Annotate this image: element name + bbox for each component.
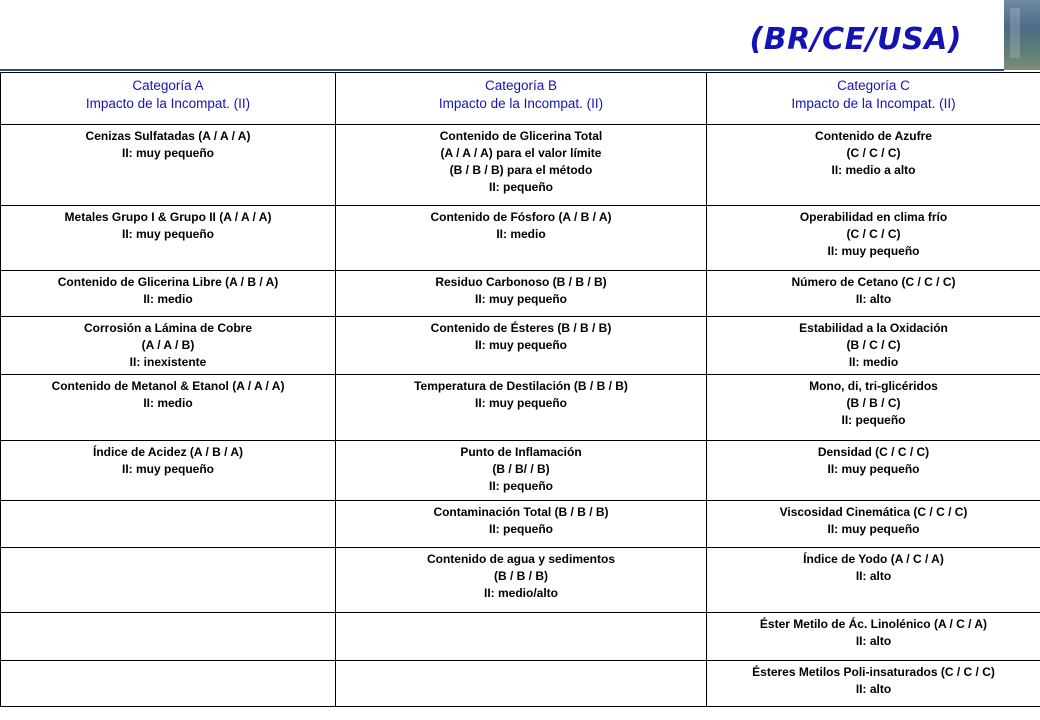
slide-title: (BR/CE/USA)	[749, 22, 962, 57]
cell-text-line: (A / A / A) para el valor límite	[440, 146, 602, 160]
table-cell-a	[1, 317, 336, 375]
table-row	[1, 375, 1040, 441]
cell-text-line: Contenido de Glicerina Total	[439, 129, 603, 143]
cell-text-line: (B / B/ / B)	[492, 462, 550, 476]
cell-text-line: Contenido de agua y sedimentos	[426, 552, 616, 566]
cell-text-line: II: muy pequeño	[474, 338, 567, 352]
column-header-a	[1, 73, 336, 125]
cell-text-line: II: medio	[143, 292, 193, 306]
cell-text-line: II: medio	[496, 227, 546, 241]
table-header-row	[1, 73, 1040, 125]
table-cell-b	[336, 661, 707, 707]
cell-text-line: (B / C / C)	[846, 338, 901, 352]
table-cell-b	[336, 271, 707, 317]
cell-text-line: Cenizas Sulfatadas (A / A / A)	[85, 129, 251, 143]
cell-text-line: Contenido de Ésteres (B / B / B)	[430, 321, 612, 335]
table-cell-b	[336, 317, 707, 375]
table-cell-c	[707, 441, 1040, 501]
table-row	[1, 661, 1040, 707]
table-cell-c	[707, 501, 1040, 548]
table-body	[1, 125, 1040, 707]
cell-text-line: Temperatura de Destilación (B / B / B)	[414, 379, 628, 393]
cell-text-line: II: pequeño	[841, 413, 906, 427]
cell-text-line: Corrosión a Lámina de Cobre	[83, 321, 253, 335]
table-row	[1, 271, 1040, 317]
cell-text-line: (C / C / C)	[846, 227, 901, 241]
table-cell-c	[707, 317, 1040, 375]
table-cell-a	[1, 271, 336, 317]
cell-text-line: Densidad (C / C / C)	[817, 445, 930, 459]
cell-text-line: II: alto	[855, 569, 892, 583]
column-header-name: Categoría C	[837, 78, 910, 93]
table-row	[1, 613, 1040, 661]
cell-text-line: Contenido de Fósforo (A / B / A)	[430, 210, 612, 224]
table-cell-a	[1, 548, 336, 613]
cell-text-line: Mono, di, tri-glicéridos	[809, 379, 938, 393]
cell-text-line: Ésteres Metilos Poli-insaturados (C / C / C)	[752, 665, 995, 679]
table-cell-a	[1, 613, 336, 661]
cell-text-line: II: medio a alto	[831, 163, 916, 177]
cell-text-line: II: muy pequeño	[474, 292, 567, 306]
slide-header	[0, 0, 1040, 72]
column-header-subtitle: Impacto de la Incompat. (II)	[85, 96, 251, 111]
cell-text-line: Operabilidad en clima frío	[799, 210, 948, 224]
cell-text-line: Éster Metilo de Ác. Linolénico (A / C / A)	[759, 617, 988, 631]
cell-text-line: (A / A / B)	[141, 338, 195, 352]
table-cell-c	[707, 661, 1040, 707]
cell-text-line: II: alto	[855, 292, 892, 306]
cell-text-line: II: medio	[143, 396, 193, 410]
cell-text-line: Estabilidad a la Oxidación	[799, 321, 948, 335]
column-header-name: Categoría B	[484, 78, 558, 93]
column-header-subtitle: Impacto de la Incompat. (II)	[438, 96, 604, 111]
table-cell-b	[336, 206, 707, 271]
cell-text-line: Número de Cetano (C / C / C)	[791, 275, 956, 289]
cell-text-line: II: muy pequeño	[121, 227, 214, 241]
table-row	[1, 441, 1040, 501]
cell-text-line: II: muy pequeño	[474, 396, 567, 410]
table-cell-a	[1, 206, 336, 271]
table-cell-a	[1, 441, 336, 501]
cell-text-line: II: medio/alto	[483, 586, 558, 600]
cell-text-line: Índice de Yodo (A / C / A)	[803, 552, 944, 566]
cell-text-line: II: pequeño	[489, 180, 553, 194]
table-cell-c	[707, 613, 1040, 661]
table-cell-c	[707, 548, 1040, 613]
table-row	[1, 501, 1040, 548]
table-cell-b	[336, 613, 707, 661]
table-cell-b	[336, 501, 707, 548]
cell-text-line: Residuo Carbonoso (B / B / B)	[435, 275, 607, 289]
table-cell-c	[707, 125, 1040, 206]
cell-text-line: (B / B / B) para el método	[449, 163, 593, 177]
column-header-subtitle: Impacto de la Incompat. (II)	[791, 96, 956, 111]
table-cell-a	[1, 375, 336, 441]
table-cell-a	[1, 661, 336, 707]
table-row	[1, 548, 1040, 613]
table-row	[1, 125, 1040, 206]
cell-text-line: Contenido de Metanol & Etanol (A / A / A)	[51, 379, 285, 393]
cell-text-line: II: muy pequeño	[121, 462, 214, 476]
table-cell-b	[336, 441, 707, 501]
header-divider	[0, 69, 1004, 71]
table-cell-a	[1, 125, 336, 206]
cell-text-line: Viscosidad Cinemática (C / C / C)	[779, 505, 968, 519]
table-cell-c	[707, 271, 1040, 317]
cell-text-line: II: muy pequeño	[827, 244, 920, 258]
cell-text-line: II: muy pequeño	[827, 522, 920, 536]
cell-text-line: II: alto	[855, 634, 892, 648]
table-cell-c	[707, 375, 1040, 441]
cell-text-line: Índice de Acidez (A / B / A)	[92, 445, 244, 459]
table-cell-b	[336, 125, 707, 206]
cell-text-line: II: pequeño	[489, 522, 553, 536]
table-row	[1, 317, 1040, 375]
cell-text-line: II: muy pequeño	[827, 462, 920, 476]
cell-text-line: (C / C / C)	[846, 146, 901, 160]
corner-decorative-image	[1004, 0, 1040, 70]
cell-text-line: Contenido de Glicerina Libre (A / B / A)	[57, 275, 279, 289]
cell-text-line: Metales Grupo I & Grupo II (A / A / A)	[64, 210, 272, 224]
cell-text-line: (B / B / C)	[846, 396, 901, 410]
incompatibility-table	[0, 72, 1040, 707]
cell-text-line: II: inexistente	[129, 355, 207, 369]
cell-text-line: II: medio	[848, 355, 899, 369]
cell-text-line: Contaminación Total (B / B / B)	[433, 505, 609, 519]
column-header-c	[707, 73, 1040, 125]
table-row	[1, 206, 1040, 271]
column-header-name: Categoría A	[132, 78, 204, 93]
cell-text-line: (B / B / B)	[494, 569, 548, 583]
cell-text-line: II: muy pequeño	[121, 146, 214, 160]
table-cell-b	[336, 548, 707, 613]
cell-text-line: Contenido de Azufre	[815, 129, 932, 143]
cell-text-line: Punto de Inflamación	[460, 445, 582, 459]
column-header-b	[336, 73, 707, 125]
table-cell-b	[336, 375, 707, 441]
cell-text-line: II: alto	[855, 682, 892, 696]
cell-text-line: II: pequeño	[489, 479, 553, 493]
table-cell-a	[1, 501, 336, 548]
table-cell-c	[707, 206, 1040, 271]
